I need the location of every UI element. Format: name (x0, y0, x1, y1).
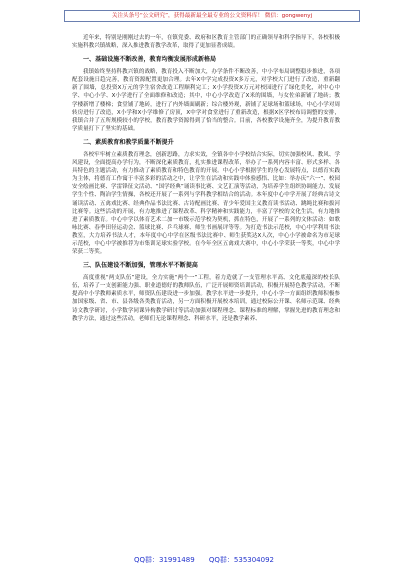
header-banner: 关注头条号“公文研究”，获得最新最全最专业的公文资料库！ 微信：gongwenyj (64, 10, 360, 22)
footer-qq-group-2: QQ群：535304092 (208, 556, 274, 564)
section-paragraph: 高度重视“两支队伍”建设，全力实施“两个一”工程，着力造就了一支管理水平高、文化底蕴深的校长队伍，培养了一支创新能力强、职业道德好的教师队伍，广泛开展师资培训活动，积极开展特色教学活动，不断提高中小学教师素质水平，师资队伍建设进一步加强。教学水平进一步提升，中心小学一方面组织教师积极参加国家级、省、市、县各级各类教育活动，另一方面积极开展校本培训，通过校际公开课、名师示范课、经典诗文教学研讨，小学数学同课异构教学研讨等活动加强对课程理念、课程标准的理解，掌握先进的教育理念和教学方法，通过这些活动，老师们无论课程理念、科研水平，还是教学素养、 (72, 275, 340, 322)
intro-paragraph: 近年来，特别是刚刚过去的一年，在镇党委、政府和区教育主管部门的正确领导和科学指导下，各校积极实施科教兴镇战略，深入推进教育教学改革，取得了更加显著成绩。 (72, 35, 340, 50)
section-heading: 二、素质教育和教学质量不断提升 (83, 138, 174, 146)
section-heading: 三、队伍建设不断加强，管理水平不断提高 (83, 262, 198, 270)
footer-banner (0, 554, 408, 566)
section-paragraph: 我镇始终坚持科教兴镇的战略，教育投入不断加大，办学条件不断改善，中小学布局调整稳步推进，各项配套设施日趋完善，教育资源配置更加合理。去年X中学完成投资X多万元，对学校大门进行了改造，重新翻新了围墙，总投资X万元的学生宿舍改造工程顺利完工；X小学投资X万元对校园进行了绿化美化，对中心中学、中心小学、X小学进行了全面维修和改造；其中，中心小学改造了X米的围墙，与女佐弟新铺了地砖；教学楼新增了楼梯；食堂铺了地砖，进行了内外墙面刷新；综合楼外观，新铺了足球场和篮球场，中心小学对周转房进行了改造，X小学和X小学维修了房顶，X中学对食堂进行了重新改造，根据X区学校布局调整的安排，我镇合并了五所规模较小的学校，教育教学资源得到了恰当的整合。目前，各校教学设施齐全，为提升教育教学质量打下了坚实的基础。 (72, 69, 340, 132)
document-body (72, 34, 340, 323)
footer-qq-group-1: QQ群：31991489 (134, 556, 195, 564)
section-heading: 一、基础设施不断改善，教育均衡发展形成新格局 (83, 56, 217, 64)
section-paragraph: 各校牢牢树立素质教育理念，创新思路，力求实效，全镇各中小学校结合实际，切实加强校风、教风、学风建设，全面提高办学行为，不断深化素质教育，扎实推进课程改革，举办了一系列内容丰富、形式多样、各具特色的主题活动，有力推动了素质教育和特色教育的开展。中心小学根据学生的身心发展特点，以德育实践为主体，将德育工作寓于丰富多彩的活动之中，让学生在活动和实践中体验感悟、比如：举办庆“六一”、校园安全绘画比赛、学雷锋征文活动、“国学经典”诵读事比赛、文艺汇演等活动，为培养学生组织协调能力、发展学生个性、陶冶学生情操，各校还开展了一系列与学科教学相结合的活动。本年度中心中学开展了经典古诗文诵读活动、五禽戏比赛、经典作品书法比赛、古诗配画比赛、青少年爱国主义教育读书活动、跳绳比赛和拔河比赛等。这些活动的开展，有力地推进了课程改革、科学精神和实践能力，丰富了学校的文化生活，有力地推进了素质教育。中心中学以体育艺术二加一市级示范学校为契机，抓在特色，开展了一系列的文体活动：如歌咏比赛、春季田径运动会、篮球比赛、乒乓球赛、师生书画展评等等。为打造书法示范校，中心中学利用书法教室，大力培养书法人才，本年度中心中学在区级书法比赛中、师生获奖达X人次，中心小学被命名为市足球示范校，中心中学被推荐为市集训足球实验学校。在今年全区五禽戏大赛中，中心小学荣获一等奖，中心中学荣获二等奖。 (72, 151, 340, 256)
